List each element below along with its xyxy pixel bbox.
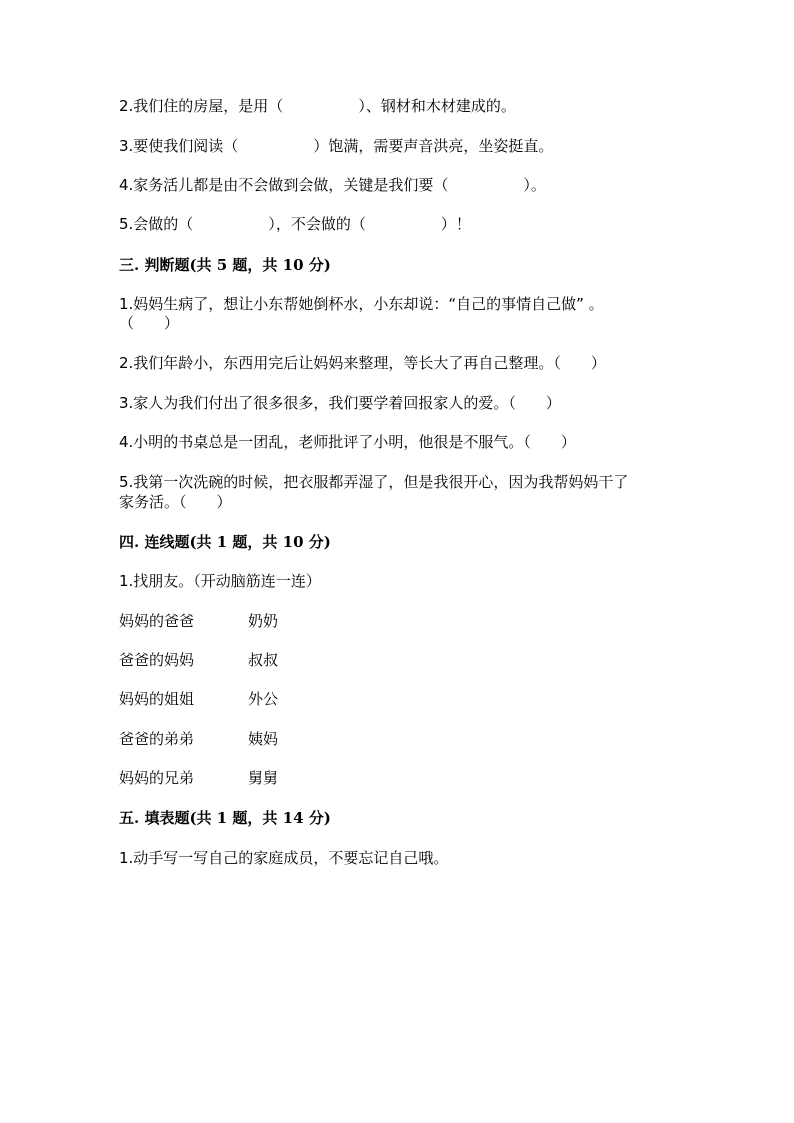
match-left-item: 妈妈的兄弟 [119,769,195,787]
match-right-item: 姨妈 [248,730,279,748]
match-left-item: 妈妈的爸爸 [119,612,195,630]
match-right-item: 外公 [248,690,279,708]
judge-q4: 4.小明的书桌总是一团乱，老师批评了小明，他很是不服气。（ ） [119,433,576,451]
match-q1: 1.找朋友。（开动脑筋连一连） [119,572,321,590]
section-3-heading: 三. 判断题(共 5 题，共 10 分) [119,256,331,274]
section-4-heading: 四. 连线题(共 1 题，共 10 分) [119,533,331,551]
match-left-item: 妈妈的姐姐 [119,690,195,708]
table-q1: 1.动手写一写自己的家庭成员，不要忘记自己哦。 [119,849,449,867]
judge-q2: 2.我们年龄小，东西用完后让妈妈来整理，等长大了再自己整理。（ ） [119,354,606,372]
match-left-item: 爸爸的妈妈 [119,651,195,669]
match-left-item: 爸爸的弟弟 [119,730,195,748]
fill-blank-q2: 2.我们住的房屋，是用（ ）、钢材和木材建成的。 [119,97,516,115]
section-5-heading: 五. 填表题(共 1 题，共 14 分) [119,809,331,827]
match-right-item: 叔叔 [248,651,279,669]
fill-blank-q5: 5.会做的（ ），不会做的（ ）！ [119,215,471,233]
fill-blank-q4: 4.家务活儿都是由不会做到会做，关键是我们要（ ）。 [119,176,546,194]
match-right-item: 舅舅 [248,769,279,787]
judge-q1-line2: （ ） [119,314,180,332]
judge-q5-line2: 家务活。（ ） [119,493,232,511]
judge-q1-line1: 1.妈妈生病了，想让小东帮她倒杯水，小东却说：“自己的事情自己做” 。 [119,295,604,313]
match-right-item: 奶奶 [248,612,279,630]
fill-blank-q3: 3.要使我们阅读（ ）饱满，需要声音洪亮，坐姿挺直。 [119,137,554,155]
judge-q5-line1: 5.我第一次洗碗的时候，把衣服都弄湿了，但是我很开心，因为我帮妈妈干了 [119,473,629,491]
judge-q3: 3.家人为我们付出了很多很多，我们要学着回报家人的爱。（ ） [119,394,561,412]
